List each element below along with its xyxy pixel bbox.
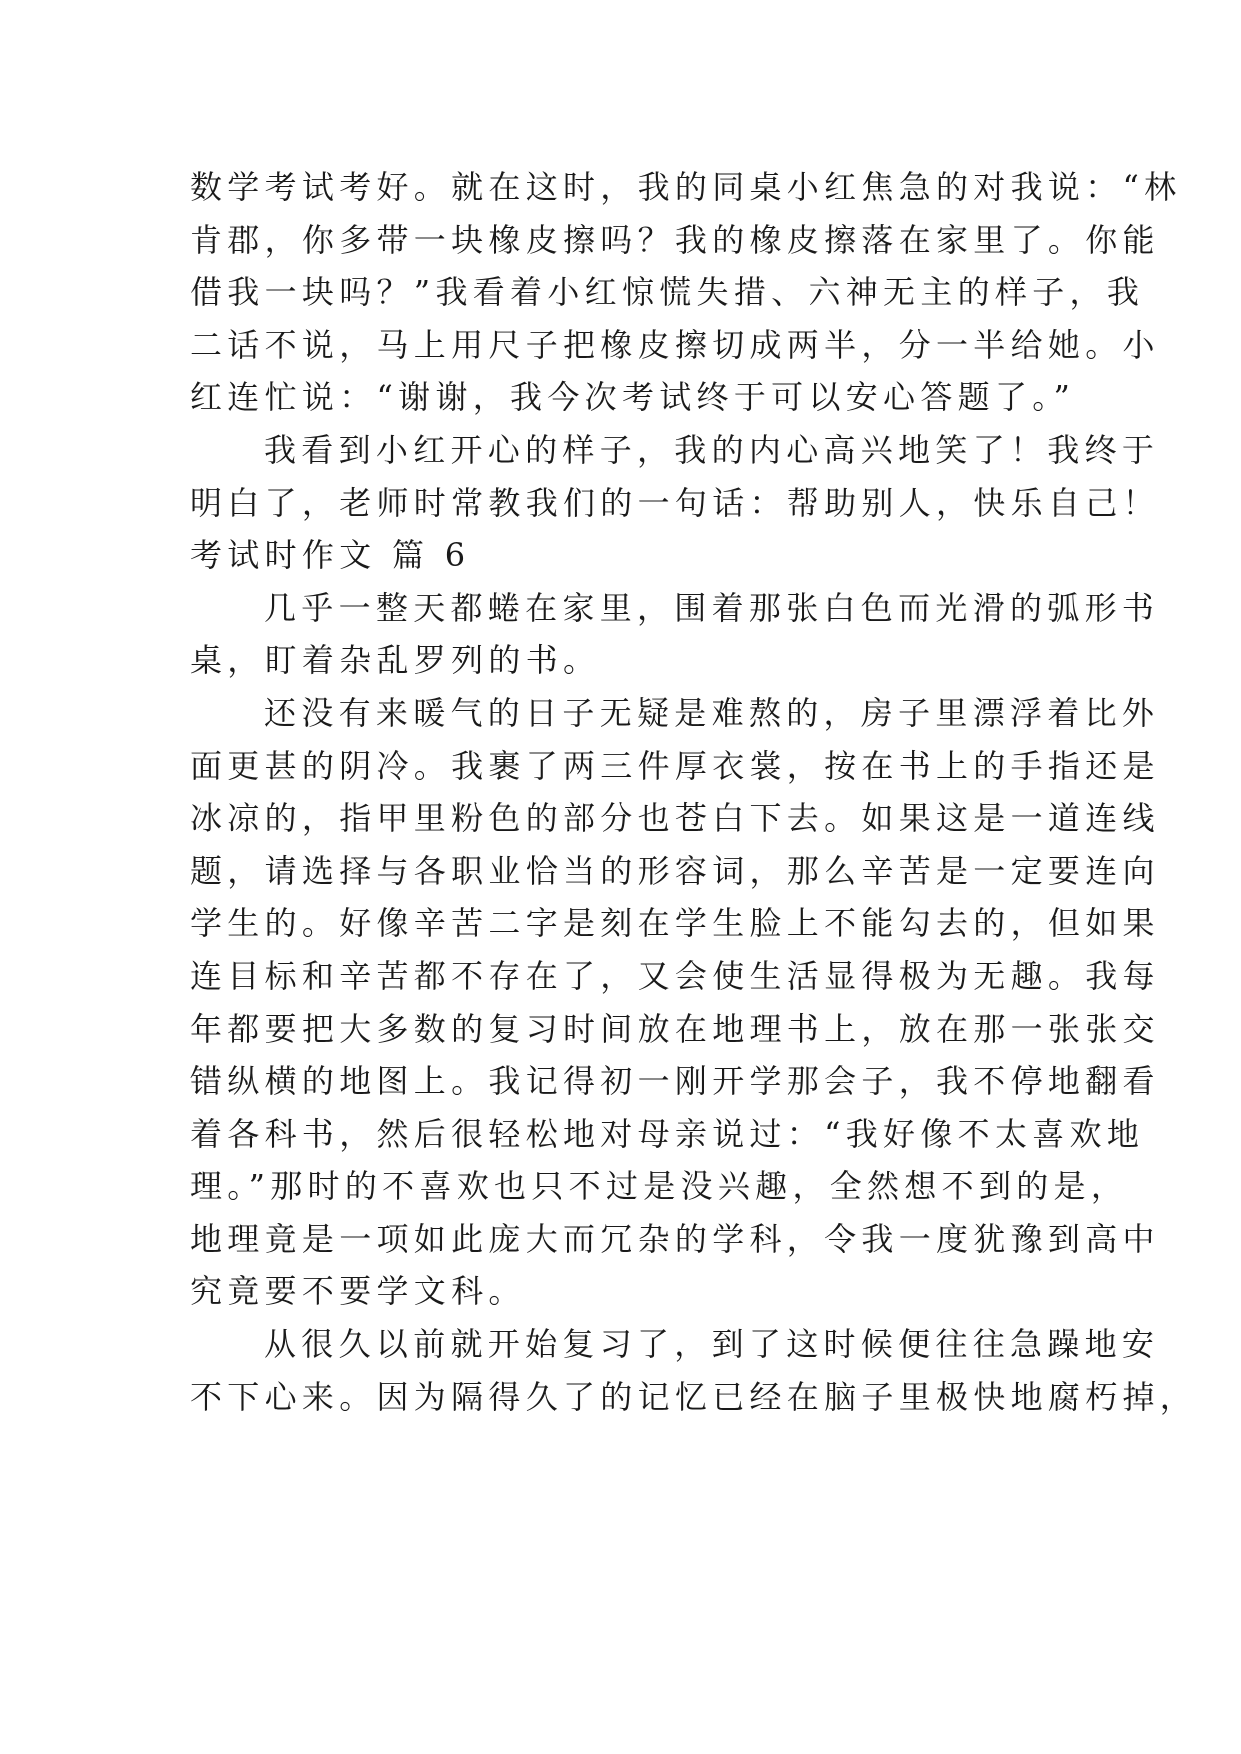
text-line: 肯郡，你多带一块橡皮擦吗？我的橡皮擦落在家里了。你能: [190, 220, 1160, 259]
text-line: 面更甚的阴冷。我裹了两三件厚衣裳，按在书上的手指还是: [190, 746, 1160, 785]
text-line: 理。”那时的不喜欢也只不过是没兴趣，全然想不到的是，: [190, 1167, 1129, 1206]
text-line: 连目标和辛苦都不存在了，又会使生活显得极为无趣。我每: [190, 956, 1160, 995]
essay-body: [190, 161, 1198, 1423]
text-line: 借我一块吗？”我看着小红惊慌失措、六神无主的样子，我: [190, 273, 1145, 312]
paragraph-start-line: 还没有来暖气的日子无疑是难熬的，房子里漂浮着比外: [264, 693, 1160, 732]
text-line: 究竟要不要学文科。: [190, 1272, 526, 1311]
text-line: 年都要把大多数的复习时间放在地理书上，放在那一张张交: [190, 1009, 1160, 1048]
text-line: 学生的。好像辛苦二字是刻在学生脸上不能勾去的，但如果: [190, 904, 1160, 943]
text-line: 数学考试考好。就在这时，我的同桌小红焦急的对我说：“林: [190, 168, 1182, 206]
text-line: 错纵横的地图上。我记得初一刚开学那会子，我不停地翻看: [190, 1062, 1160, 1101]
section-heading: 考试时作文 篇 6: [190, 536, 471, 575]
paragraph-start-line: 我看到小红开心的样子，我的内心高兴地笑了！我终于: [264, 430, 1160, 469]
text-line: 桌，盯着杂乱罗列的书。: [190, 641, 601, 680]
text-line: 地理竟是一项如此庞大而冗杂的学科，令我一度犹豫到高中: [190, 1219, 1160, 1258]
text-line: 二话不说，马上用尺子把橡皮擦切成两半，分一半给她。小: [190, 325, 1160, 364]
text-line: 冰凉的，指甲里粉色的部分也苍白下去。如果这是一道连线: [190, 799, 1160, 838]
text-line: 红连忙说：“谢谢，我今次考试终于可以安心答题了。”: [190, 378, 1076, 417]
paragraph-start-line: 几乎一整天都蜷在家里，围着那张白色而光滑的弧形书: [264, 588, 1160, 627]
text-line: 题，请选择与各职业恰当的形容词，那么辛苦是一定要连向: [190, 851, 1160, 890]
text-line: 明白了，老师时常教我们的一句话：帮助别人，快乐自己！: [190, 483, 1160, 522]
text-line: 着各科书，然后很轻松地对母亲说过：“我好像不太喜欢地: [190, 1114, 1145, 1153]
text-line: 不下心来。因为隔得久了的记忆已经在脑子里极快地腐朽掉，: [190, 1377, 1198, 1416]
paragraph-start-line: 从很久以前就开始复习了，到了这时候便往往急躁地安: [264, 1325, 1160, 1364]
